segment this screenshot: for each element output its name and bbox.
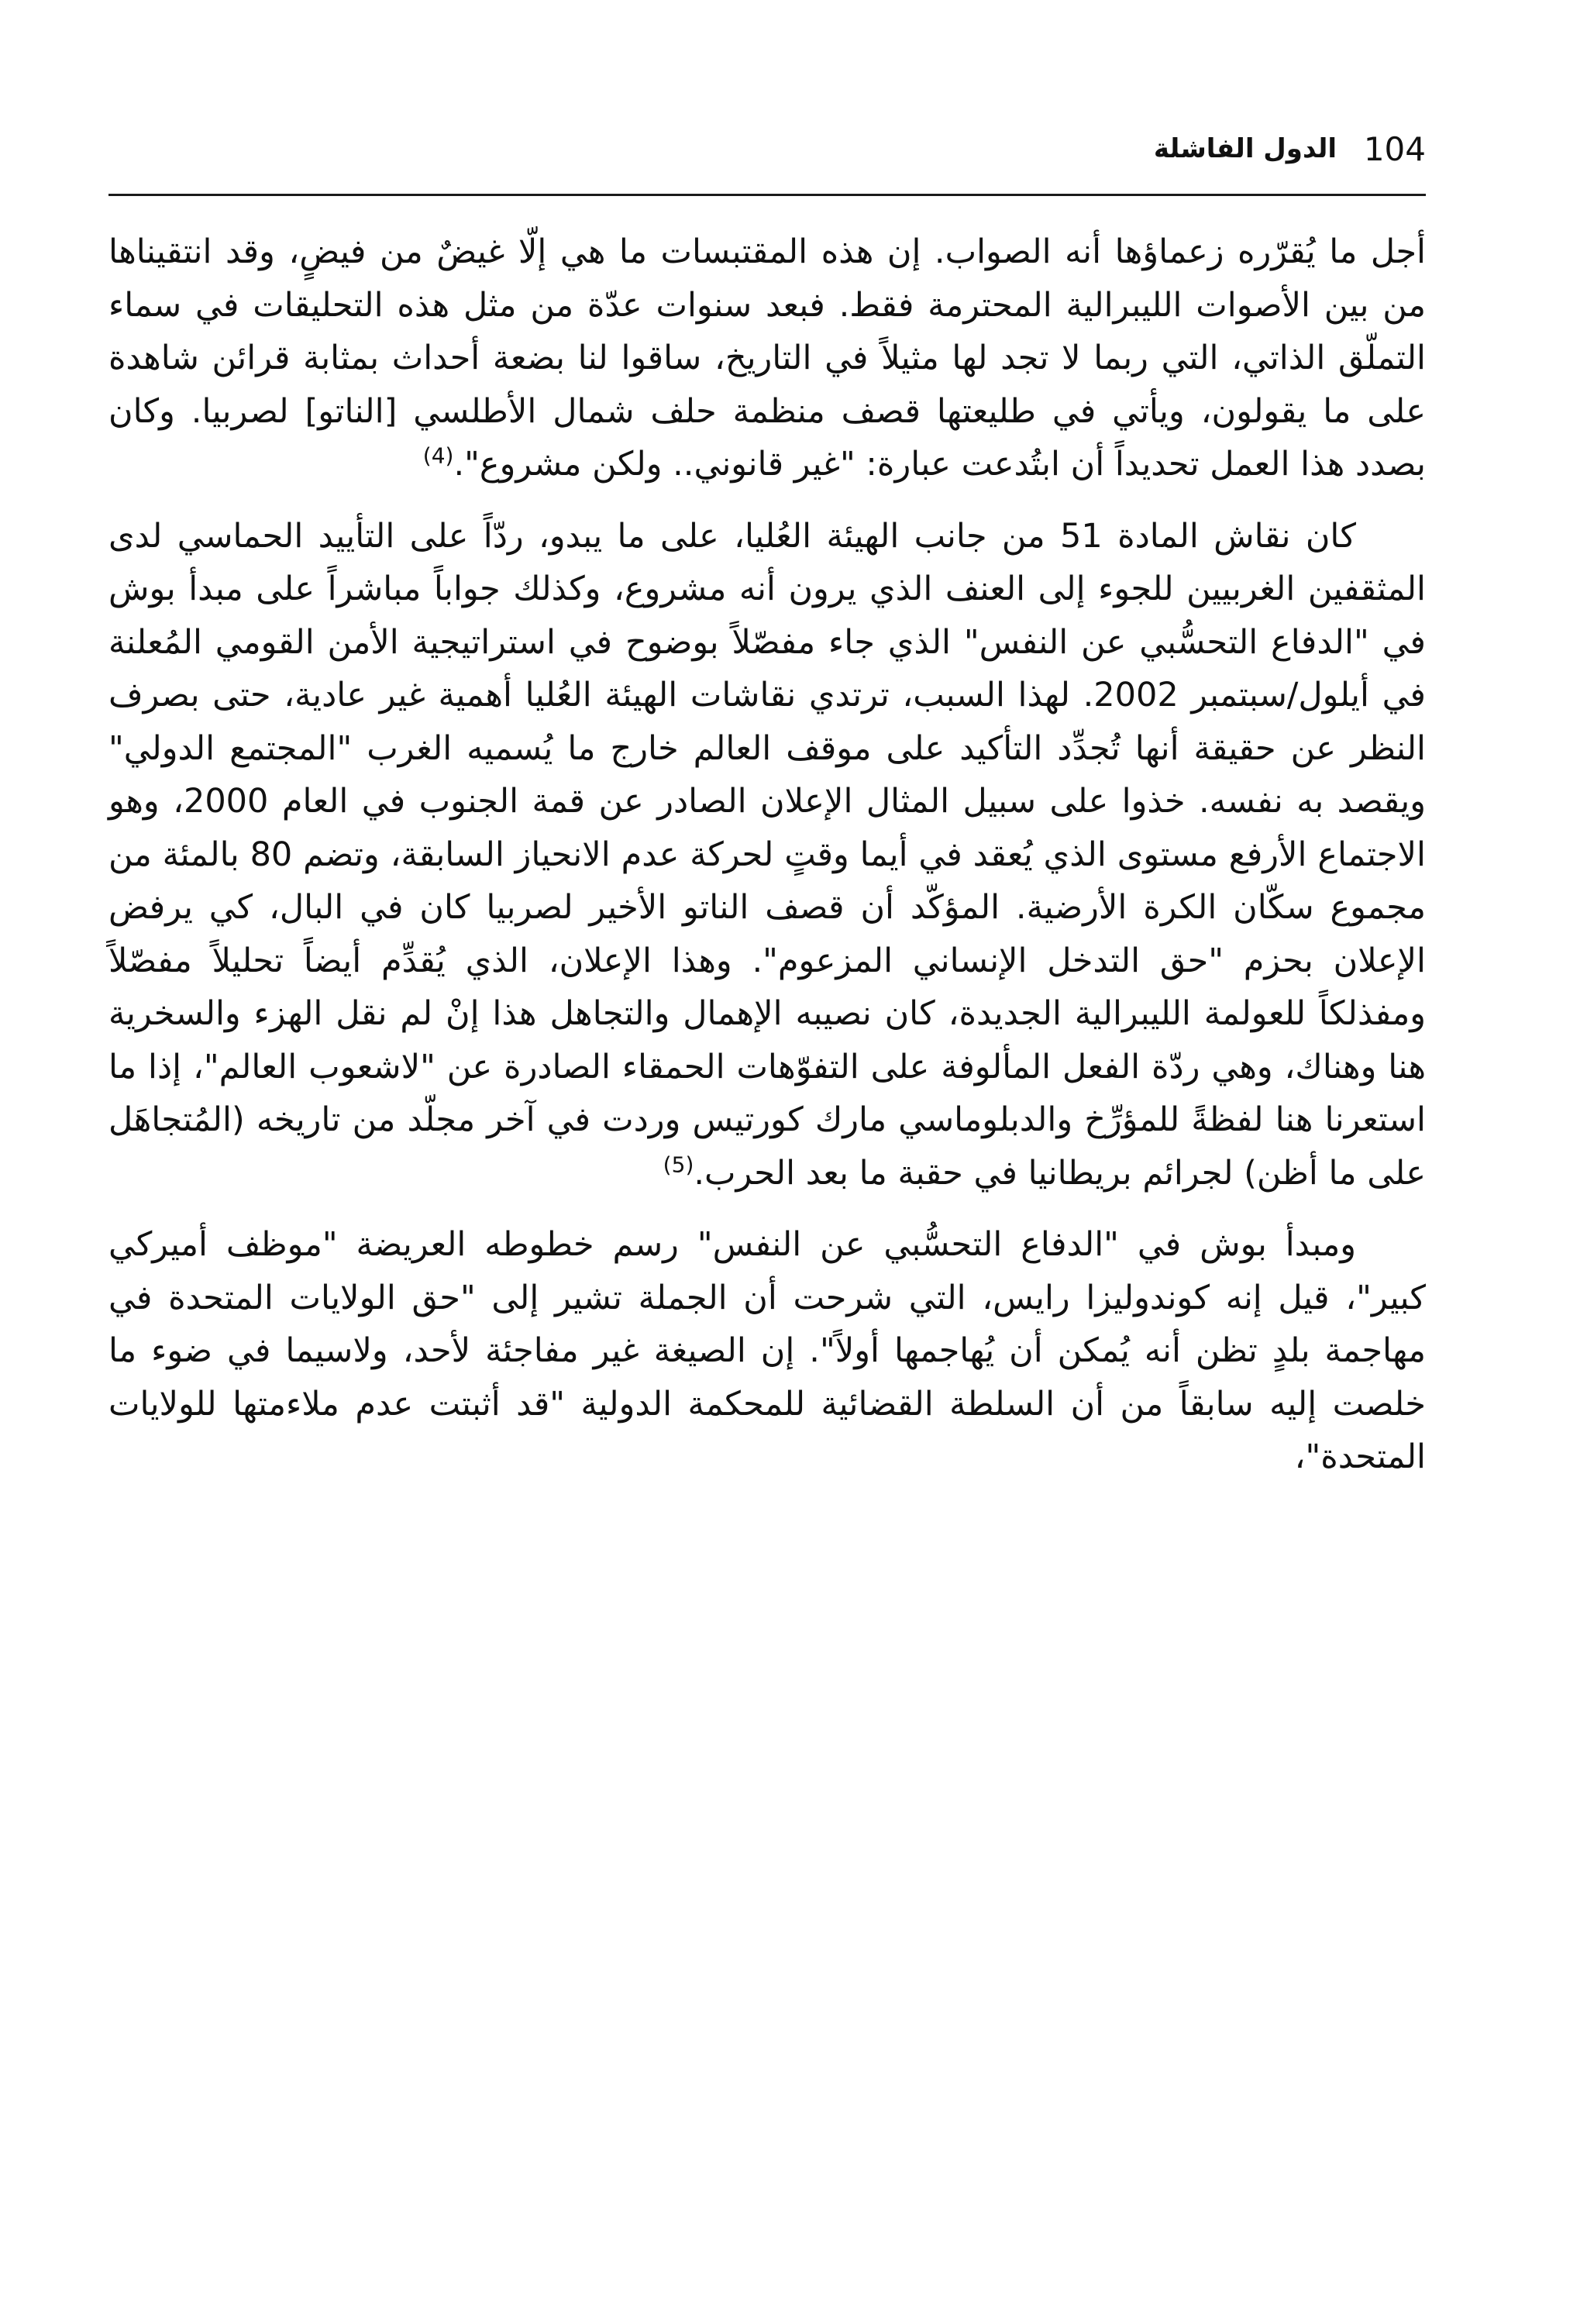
paragraph-1 — [108, 226, 1426, 491]
body-text — [108, 226, 1426, 1484]
paragraph-2 — [108, 510, 1426, 1200]
paragraph-3 — [108, 1218, 1426, 1484]
page-number: 104 — [1363, 130, 1426, 168]
book-page — [108, 124, 1426, 2278]
footnote-reference: (5) — [663, 1152, 694, 1178]
running-header — [108, 124, 1426, 196]
footnote-reference: (4) — [422, 442, 454, 469]
running-title: الدول الفاشلة — [1153, 133, 1337, 164]
paragraph-text: ومبدأ بوش في "الدفاع التحسُّبي عن النفس" رسم خطوطه العريضة "موظف أميركي كبير"، قيل إنه كوندوليزا رايس، التي شرحت أن الجملة تشير إلى "حق الولايات المتحدة في مهاجمة بلدٍ تظن أنه يُمكن أن يُهاجمها أولاً". إن الصيغة غير مفاجئة لأحد، ولاسيما في ضوء ما خلصت إليه سابقاً من أن السلطة القضائية للمحكمة الدولية "قد أثبتت عدم ملاءمتها للولايات المتحدة"، — [108, 1225, 1426, 1476]
paragraph-text: كان نقاش المادة 51 من جانب الهيئة العُليا، على ما يبدو، ردّاً على التأييد الحماسي لدى المثقفين الغربيين للجوء إلى العنف الذي يرون أنه مشروع، وكذلك جواباً مباشراً على مبدأ بوش في "الدفاع التحسُّبي عن النفس" الذي جاء مفصّلاً بوضوح في استراتيجية الأمن القومي المُعلنة في أيلول/سبتمبر 2002. لهذا السبب، ترتدي نقاشات الهيئة العُليا أهمية غير عادية، حتى بصرف النظر عن حقيقة أنها تُجدِّد التأكيد على موقف العالم خارج ما يُسميه الغرب "المجتمع الدولي" ويقصد به نفسه. خذوا على سبيل المثال الإعلان الصادر عن قمة الجنوب في العام 2000، وهو الاجتماع الأرفع مستوى الذي يُعقد في أيما وقتٍ لحركة عدم الانحياز السابقة، وتضم 80 بالمئة من مجموع سكّان الكرة الأرضية. المؤكّد أن قصف الناتو الأخير لصربيا كان في البال، كي يرفض الإعلان بحزم "حق التدخل الإنساني المزعوم". وهذا الإعلان، الذي يُقدِّم أيضاً تحليلاً مفصّلاً ومفذلكاً للعولمة الليبرالية الجديدة، كان نصيبه الإهمال والتجاهل هذا إنْ لم نقل الهزء والسخرية هنا وهناك، وهي ردّة الفعل المألوفة على التفوّهات الحمقاء الصادرة عن "لاشعوب العالم"، إذا ما استعرنا هنا لفظةً للمؤرِّخ والدبلوماسي مارك كورتيس وردت في آخر مجلّد من تاريخه (المُتجاهَل على ما أظن) لجرائم بريطانيا في حقبة ما بعد الحرب. — [108, 516, 1426, 1193]
paragraph-text: أجل ما يُقرّره زعماؤها أنه الصواب. إن هذه المقتبسات ما هي إلّا غيضٌ من فيضٍ، وقد انتقيناها من بين الأصوات الليبرالية المحترمة فقط. فبعد سنوات عدّة من مثل هذه التحليقات في سماء التملّق الذاتي، التي ربما لا تجد لها مثيلاً في التاريخ، ساقوا لنا بضعة أحداث بمثابة قرائن شاهدة على ما يقولون، ويأتي في طليعتها قصف منظمة حلف شمال الأطلسي [الناتو] لصربيا. وكان بصدد هذا العمل تحديداً أن ابتُدعت عبارة: "غير قانوني.. ولكن مشروع". — [108, 232, 1426, 484]
